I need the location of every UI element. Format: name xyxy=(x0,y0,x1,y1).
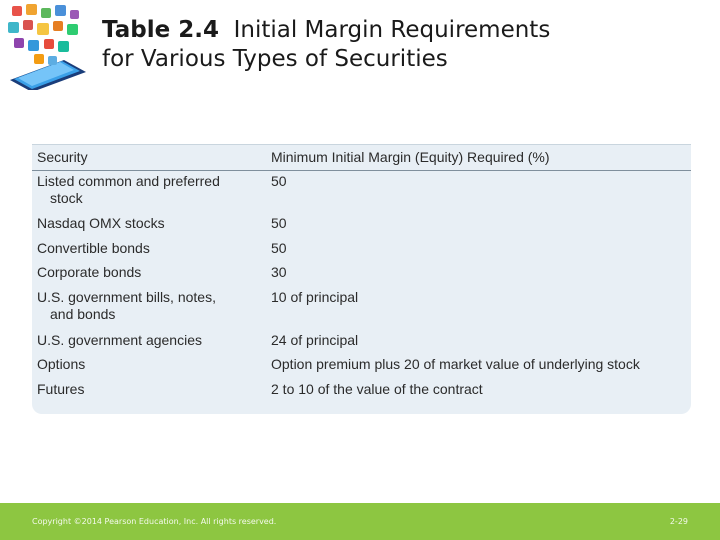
table-row-margin: 10 of principal xyxy=(271,289,359,305)
table-row-margin: 2 to 10 of the value of the contract xyxy=(271,381,483,397)
margin-requirements-table xyxy=(32,144,691,414)
table-row-margin: 50 xyxy=(271,240,287,256)
security-line1: U.S. government bills, notes, xyxy=(37,289,216,305)
header-margin: Minimum Initial Margin (Equity) Required (%) xyxy=(271,149,550,165)
header-security: Security xyxy=(37,149,88,165)
table-row-security: Options xyxy=(37,356,86,372)
title-table-number: Table 2.4 xyxy=(102,17,219,43)
page-number: 2-29 xyxy=(669,517,688,526)
table-row-margin: Option premium plus 20 of market value of underlying stock xyxy=(271,356,640,372)
security-line2: and bonds xyxy=(50,306,116,322)
table-header-row xyxy=(32,144,691,171)
security-line2: stock xyxy=(50,190,83,206)
security-line1: Listed common and preferred xyxy=(37,173,220,189)
table-row-margin: 24 of principal xyxy=(271,332,359,348)
table-row-margin: 50 xyxy=(271,173,287,189)
table-row-margin: 30 xyxy=(271,264,287,280)
table-row-security xyxy=(37,289,262,323)
table-row-margin: 50 xyxy=(271,215,287,231)
tablet-app-icons-logo-icon xyxy=(4,2,90,90)
title-line1-rest: Initial Margin Requirements xyxy=(233,17,551,43)
table-row-security: Futures xyxy=(37,381,85,397)
table-row-security: Nasdaq OMX stocks xyxy=(37,215,165,231)
table-row-security xyxy=(37,173,262,207)
slide-title xyxy=(102,16,702,74)
table-row-security: Convertible bonds xyxy=(37,240,150,256)
title-line2: for Various Types of Securities xyxy=(102,46,448,72)
copyright-text: Copyright ©2014 Pearson Education, Inc. All rights reserved. xyxy=(32,517,277,526)
table-row-security: U.S. government agencies xyxy=(37,332,202,348)
table-row-security: Corporate bonds xyxy=(37,264,142,280)
footer-bar xyxy=(0,503,720,540)
